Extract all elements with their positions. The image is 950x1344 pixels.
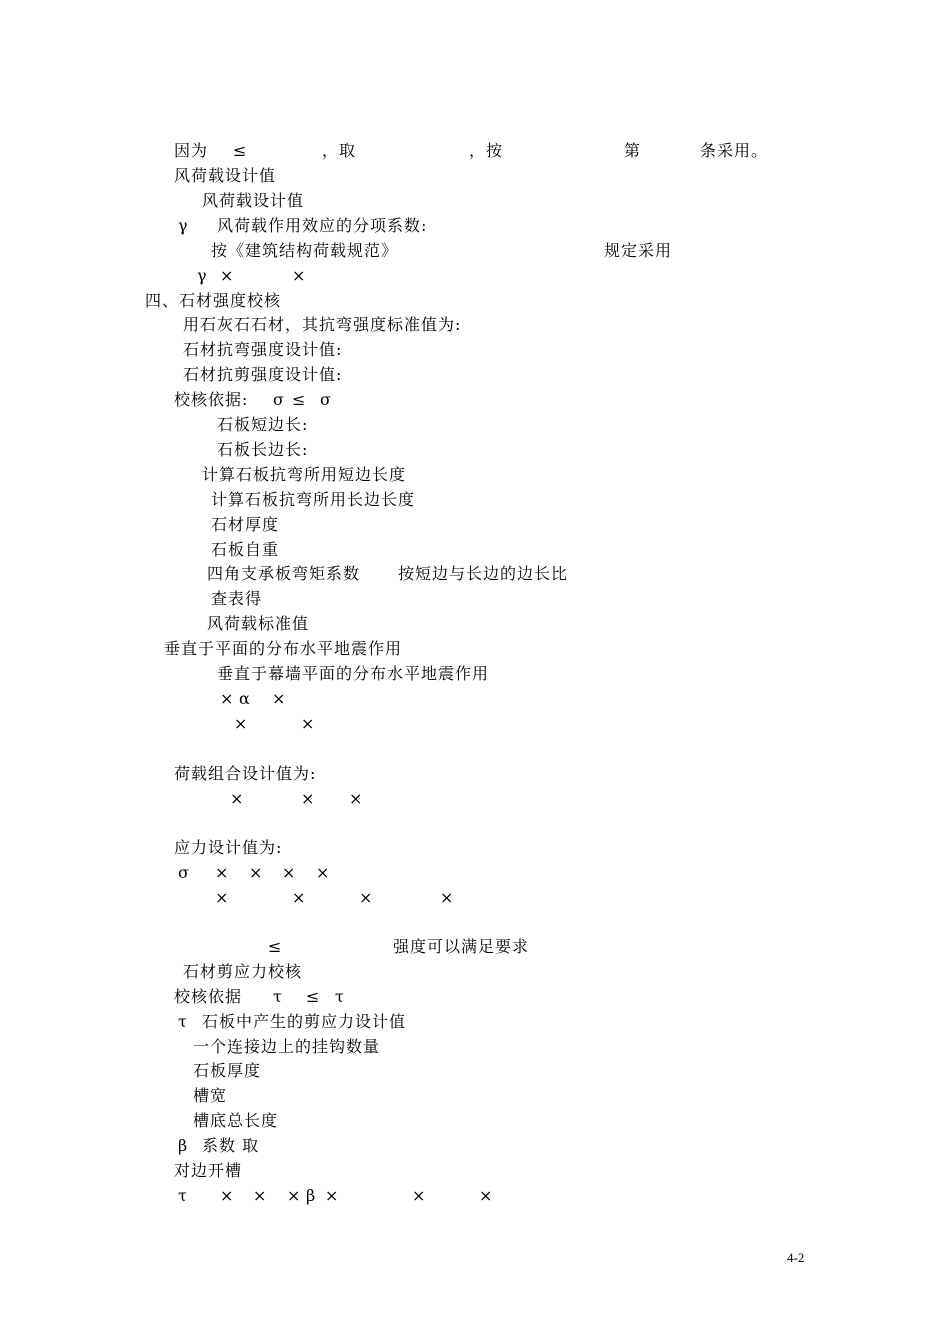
text-shear-design: 石材抗剪强度设计值: <box>183 365 343 384</box>
text-moment-coefficient: 四角支承板弯矩系数 <box>207 564 361 583</box>
text-coefficient: 系数 取 <box>202 1136 260 1155</box>
symbol-gamma: γ <box>178 216 188 235</box>
text-specified: 规定采用 <box>604 241 673 260</box>
text-code-reference: 按《建筑结构荷载规范》 <box>211 241 399 260</box>
symbol-times: × <box>359 888 373 907</box>
page-number: 4-2 <box>787 1250 805 1265</box>
symbol-leq: ≤ <box>292 390 306 409</box>
text-groove-width: 槽宽 <box>193 1086 228 1105</box>
symbol-beta: β <box>178 1136 188 1155</box>
text-check-basis: 校核依据: <box>174 390 249 409</box>
symbol-tau: τ <box>273 987 282 1006</box>
symbol-times: × <box>287 1186 301 1205</box>
symbol-times: × <box>215 888 229 907</box>
symbol-tau: τ <box>335 987 344 1006</box>
symbol-tau: τ <box>178 1186 187 1205</box>
section-heading-stone-strength: 四、石材强度校核 <box>145 291 282 310</box>
text-slab-thickness: 石板厚度 <box>193 1061 262 1080</box>
symbol-sigma: σ <box>320 390 331 409</box>
text-bending-design: 石材抗弯强度设计值: <box>183 340 343 359</box>
symbol-times: × <box>292 266 306 285</box>
text-because: 因为 <box>174 141 209 160</box>
symbol-leq: ≤ <box>306 987 320 1006</box>
symbol-times: × <box>253 1186 267 1205</box>
heading-shear-check: 石材剪应力校核 <box>183 962 303 981</box>
symbol-times: × <box>349 789 363 808</box>
symbol-beta: β <box>306 1186 316 1205</box>
symbol-times: × <box>215 863 229 882</box>
text-groove-length: 槽底总长度 <box>193 1111 279 1130</box>
symbol-alpha: α <box>239 689 250 708</box>
text-according: ，按 <box>469 141 504 160</box>
symbol-leq: ≤ <box>233 141 247 160</box>
symbol-times: × <box>292 888 306 907</box>
text-self-weight: 石板自重 <box>211 540 280 559</box>
symbol-times: × <box>282 863 296 882</box>
symbol-times: × <box>230 789 244 808</box>
symbol-times: × <box>220 1186 234 1205</box>
symbol-times: × <box>220 689 234 708</box>
text-hook-count: 一个连接边上的挂钩数量 <box>193 1037 381 1056</box>
text-shear-stress: 石板中产生的剪应力设计值 <box>202 1012 407 1031</box>
symbol-times: × <box>479 1186 493 1205</box>
text-lookup: 查表得 <box>211 589 263 608</box>
text-adopt: 条采用。 <box>700 141 769 160</box>
heading-wind-load-design: 风荷载设计值 <box>174 166 277 185</box>
symbol-times: × <box>220 266 234 285</box>
text-opposite-groove: 对边开槽 <box>174 1161 243 1180</box>
symbol-sigma: σ <box>273 390 284 409</box>
text-load-combination: 荷载组合设计值为: <box>174 764 317 783</box>
symbol-tau: τ <box>178 1012 187 1031</box>
text-limestone: 用石灰石石材，其抗弯强度标准值为: <box>183 315 462 334</box>
text-clause: 第 <box>624 141 642 160</box>
text-strength-ok: 强度可以满足要求 <box>393 937 530 956</box>
text-wind-load-design: 风荷载设计值 <box>202 191 305 210</box>
text-stress-design: 应力设计值为: <box>174 838 283 857</box>
text-calc-long: 计算石板抗弯所用长边长度 <box>211 490 416 509</box>
text-seismic-curtain-wall: 垂直于幕墙平面的分布水平地震作用 <box>217 664 490 683</box>
text-partial-factor: 风荷载作用效应的分项系数: <box>217 216 428 235</box>
symbol-times: × <box>301 714 315 733</box>
text-check-basis-shear: 校核依据 <box>174 987 243 1006</box>
text-wind-standard: 风荷载标准值 <box>207 614 310 633</box>
symbol-times: × <box>440 888 454 907</box>
text-side-ratio: 按短边与长边的边长比 <box>398 564 569 583</box>
text-thickness: 石材厚度 <box>211 515 280 534</box>
text-short-side: 石板短边长: <box>217 415 309 434</box>
text-seismic-plane: 垂直于平面的分布水平地震作用 <box>164 639 403 658</box>
symbol-leq: ≤ <box>268 937 282 956</box>
text-take: ，取 <box>322 141 357 160</box>
symbol-times: × <box>272 689 286 708</box>
symbol-times: × <box>301 789 315 808</box>
symbol-times: × <box>316 863 330 882</box>
text-calc-short: 计算石板抗弯所用短边长度 <box>202 465 407 484</box>
symbol-sigma: σ <box>178 863 189 882</box>
symbol-times: × <box>234 714 248 733</box>
symbol-times: × <box>249 863 263 882</box>
symbol-times: × <box>412 1186 426 1205</box>
symbol-gamma-2: γ <box>197 266 207 285</box>
text-long-side: 石板长边长: <box>217 440 309 459</box>
symbol-times: × <box>325 1186 339 1205</box>
